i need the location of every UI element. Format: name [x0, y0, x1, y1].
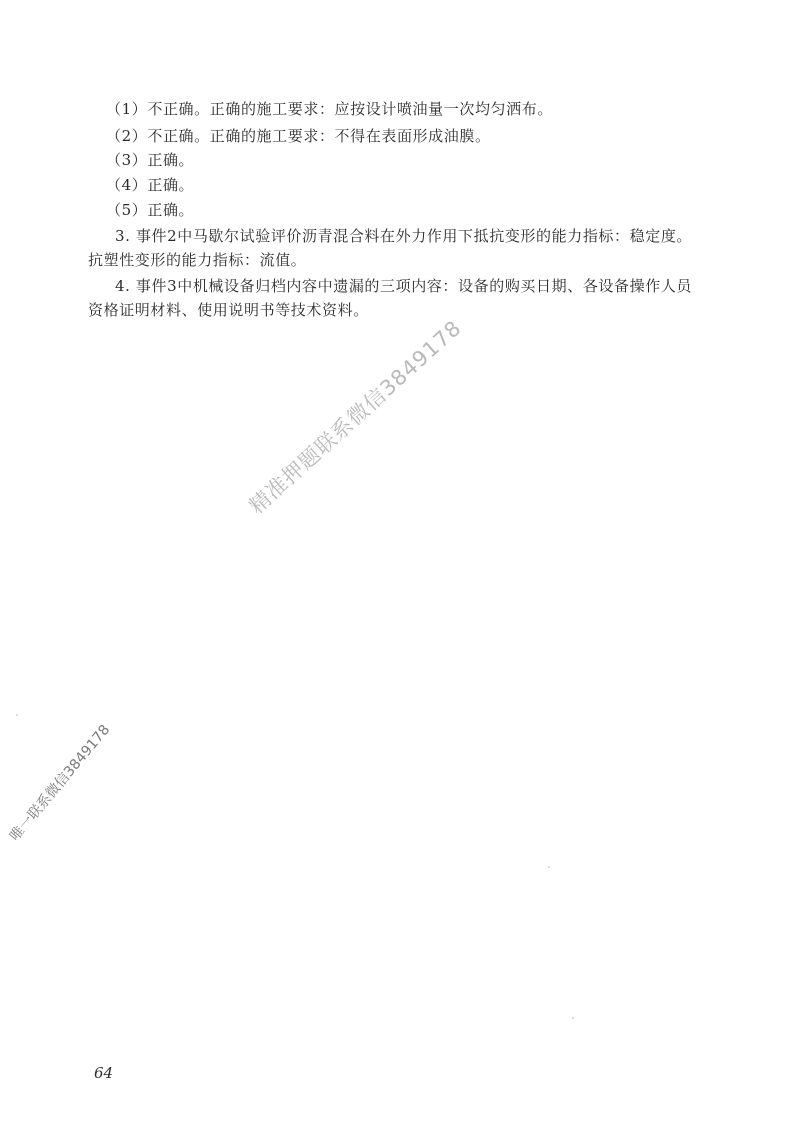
answer-line-1: （1）不正确。正确的施工要求：应按设计喷油量一次均匀洒布。	[106, 100, 553, 118]
side-watermark: 唯一联系微信3849178	[6, 721, 114, 845]
center-watermark: 精准押题联系微信3849178	[244, 315, 467, 519]
answer-line-3: （3）正确。	[106, 151, 195, 169]
page-number: 64	[94, 1064, 114, 1082]
answer-line-5: （5）正确。	[106, 201, 195, 219]
answer-3-line-1: 3. 事件2中马歇尔试验评价沥青混合料在外力作用下抵抗变形的能力指标：稳定度。	[115, 227, 693, 245]
scan-speck	[572, 1017, 574, 1019]
answer-3-line-2: 抗塑性变形的能力指标：流值。	[88, 251, 307, 269]
scan-speck	[548, 866, 550, 868]
answer-4-line-2: 资格证明材料、使用说明书等技术资料。	[88, 301, 369, 319]
answer-4-line-1: 4. 事件3中机械设备归档内容中遗漏的三项内容：设备的购买日期、各设备操作人员	[115, 277, 693, 295]
answer-line-2: （2）不正确。正确的施工要求：不得在表面形成油膜。	[106, 127, 491, 145]
scan-speck	[16, 714, 18, 716]
answer-line-4: （4）正确。	[106, 176, 195, 194]
